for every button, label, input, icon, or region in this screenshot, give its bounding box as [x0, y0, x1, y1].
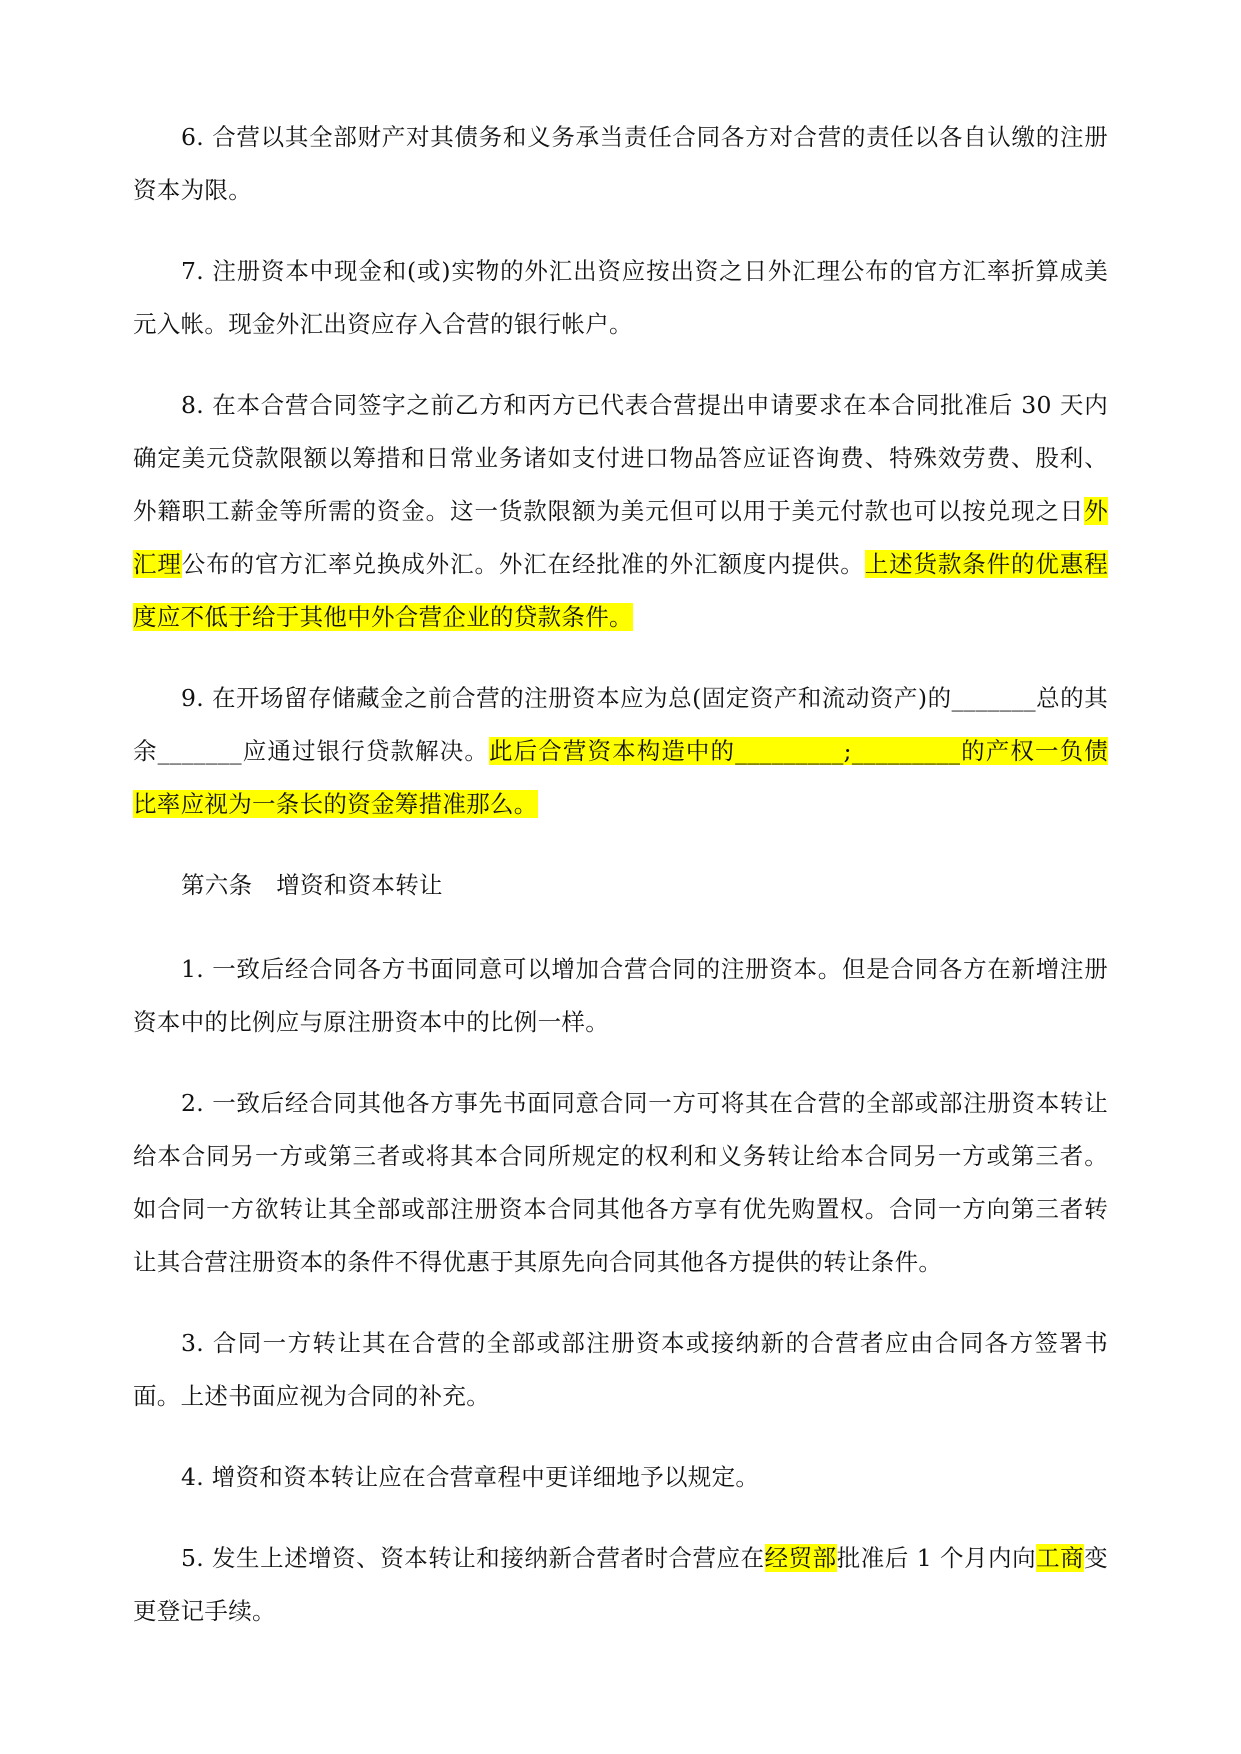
article-title: 第六条 增资和资本转让	[181, 871, 443, 899]
clause-text: 公布的官方汇率兑换成外汇。外汇在经批准的外汇额度内提供。	[181, 550, 865, 578]
highlighted-text: 经贸部	[764, 1544, 837, 1572]
clause-7	[133, 245, 1108, 351]
clause-6	[133, 111, 1108, 217]
clause-6-1	[133, 943, 1108, 1049]
article-6-heading	[133, 859, 1108, 912]
clause-9	[133, 672, 1108, 831]
clause-text: 变更登记手续。	[133, 1544, 1108, 1625]
clause-text: 4. 增资和资本转让应在合营章程中更详细地予以规定。	[181, 1463, 760, 1491]
clause-text: 1. 一致后经合同各方书面同意可以增加合营合同的注册资本。但是合同各方在新增注册资本中的比例应与原注册资本中的比例一样。	[133, 955, 1108, 1036]
clause-text: 9. 在开场留存储藏金之前合营的注册资本应为总(固定资产和流动资产)的_______总的其余_______应通过银行贷款解决。	[133, 684, 1108, 765]
clause-8	[133, 379, 1108, 644]
clause-text: 6. 合营以其全部财产对其债务和义务承当责任合同各方对合营的责任以各自认缴的注册资本为限。	[133, 123, 1108, 204]
clause-text: 5. 发生上述增资、资本转让和接纳新合营者时合营应在	[181, 1544, 765, 1572]
highlighted-text: 此后合营资本构造中的_________;_________的产权一负债比率应视为一条长的资金筹措准那么。	[133, 737, 1108, 818]
highlighted-text: 外汇理	[133, 497, 1108, 578]
clause-text: 7. 注册资本中现金和(或)实物的外汇出资应按出资之日外汇理公布的官方汇率折算成美元入帐。现金外汇出资应存入合营的银行帐户。	[133, 257, 1108, 338]
clause-text: 批准后 1 个月内向	[836, 1544, 1037, 1572]
clause-text: 8. 在本合营合同签字之前乙方和丙方已代表合营提出申请要求在本合同批准后 30 天内确定美元贷款限额以筹措和日常业务诸如支付进口物品答应证咨询费、特殊效劳费、股利、外籍职工薪金等所需的资金。这一货款限额为美元但可以用于美元付款也可以按兑现之日	[133, 391, 1108, 525]
highlighted-text: 上述货款条件的优惠程度应不低于给于其他中外合营企业的贷款条件。	[133, 550, 1108, 631]
clause-text: 3. 合同一方转让其在合营的全部或部注册资本或接纳新的合营者应由合同各方签署书面。上述书面应视为合同的补充。	[133, 1329, 1108, 1410]
clause-6-3	[133, 1317, 1108, 1423]
clause-6-5	[133, 1532, 1108, 1638]
clause-6-4	[133, 1451, 1108, 1504]
clause-6-2	[133, 1077, 1108, 1289]
highlighted-text: 工商	[1036, 1544, 1085, 1572]
clause-text: 2. 一致后经合同其他各方事先书面同意合同一方可将其在合营的全部或部注册资本转让给本合同另一方或第三者或将其本合同所规定的权利和义务转让给本合同另一方或第三者。如合同一方欲转让其全部或部注册资本合同其他各方享有优先购置权。合同一方向第三者转让其合营注册资本的条件不得优惠于其原先向合同其他各方提供的转让条件。	[133, 1089, 1108, 1276]
